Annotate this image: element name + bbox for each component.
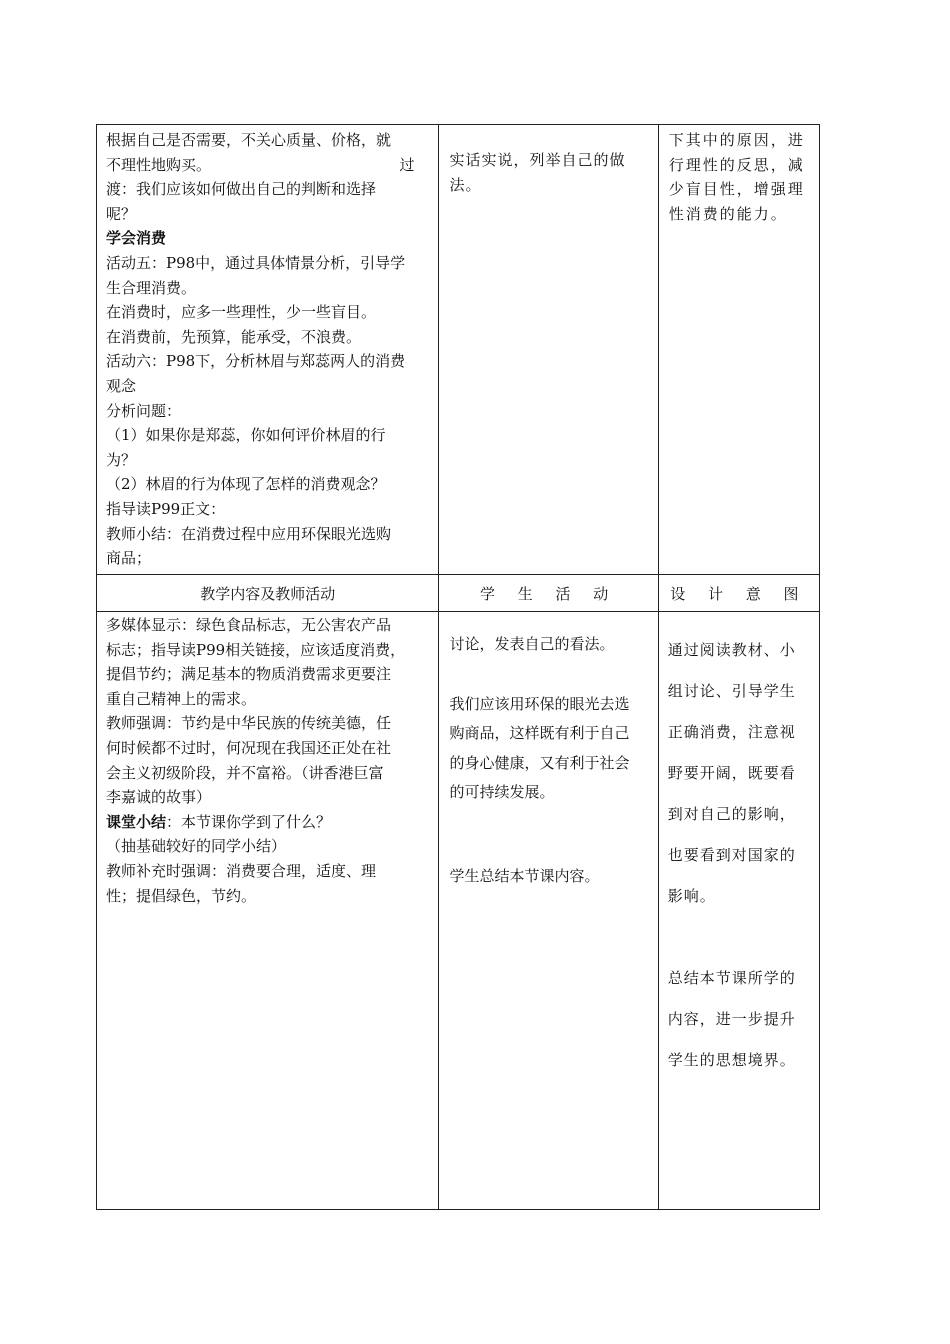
text-line-content: 分析问题： [106,401,182,420]
text-line [106,472,430,497]
text-line [106,546,430,571]
text-line: 的可持续发展。 [449,783,555,801]
text-line-content: （抽基础较好的同学小结） [106,837,287,856]
text-line: 也要看到对国家的 [667,846,796,864]
spacer [449,808,651,862]
text-line: 的身心健康，又有利于社会 [449,753,630,772]
text-line-content: 渡：我们应该如何做出自己的判断和选择 [106,180,377,199]
text-line [106,399,430,424]
section-heading [106,226,430,251]
text-line-content: 何时候都不过时，何况现在我国还正处在社 [106,738,392,757]
text-line [106,202,430,227]
text-line-content: 为？ [106,450,137,469]
text-line: 组讨论、引导学生 [667,682,796,700]
text-line-content: 活动六：P98下，分析林眉与郑蕊两人的消费 [106,352,406,371]
text-line-content: 提倡节约；满足基本的物质消费需求更要注 [106,665,392,684]
text-line [106,613,430,638]
text-line: 下其中的原因，进 [668,131,805,149]
text-line-content: 会主义初级阶段，并不富裕。（讲香港巨富 [106,763,384,782]
summary-line [106,810,430,835]
teacher-activity-cell [97,125,439,575]
text-line [106,177,430,202]
text-line: 正确消费，注意视 [667,723,796,741]
text-line [106,128,430,153]
text-line [106,251,430,276]
table-row [97,125,820,575]
text-line [106,349,430,374]
design-intent-cell [658,612,819,1210]
text-line-content: 教师小结：在消费过程中应用环保眼光选购 [106,524,392,543]
text-line [106,423,430,448]
text-line: 内容，进一步提升 [667,1010,796,1028]
text-line: 影响。 [667,887,716,905]
text-line-content: 商品； [106,549,152,568]
text-line [106,638,430,663]
text-line-content: 学会消费 [106,229,167,248]
text-line-content: 教师补充时强调：消费要合理，适度、理 [106,861,377,880]
design-intent-cell [658,125,819,575]
table-row [97,612,820,1210]
table-header-row [97,575,820,612]
header-design-intent: 设 计 意 图 [658,575,819,612]
text-line: 到对自己的影响， [667,805,796,823]
student-activity-cell [439,125,658,575]
lesson-plan-table [96,124,820,1210]
text-line: 我们应该用环保的眼光去选 [449,694,630,713]
text-line [106,711,430,736]
text-line [106,687,430,712]
text-line-content: 在消费时，应多一些理性，少一些盲目。 [106,303,377,322]
text-line: 法。 [449,175,482,194]
text-line: 野要开阔，既要看 [667,764,796,782]
text-line-content: 多媒体显示：绿色食品标志，无公害农产品 [106,616,392,634]
header-student-activity: 学 生 活 动 [439,575,658,612]
text-line [106,884,430,909]
text-line [106,662,430,687]
text-line-content: 生合理消费。 [106,278,197,297]
text-line [106,761,430,786]
text-line [106,497,430,522]
text-line: 通过阅读教材、小 [667,641,796,659]
text-line-content: 观念 [106,376,137,395]
text-line-content: ：本节课你学到了什么？ [166,812,332,831]
text-line [106,448,430,473]
text-line-content: 在消费前，先预算，能承受，不浪费。 [106,327,362,346]
summary-heading: 课堂小结 [106,812,167,831]
text-line: 总结本节课所学的 [667,969,796,987]
text-line [106,300,430,325]
text-line [106,522,430,547]
text-line-content: 性；提倡绿色，节约。 [106,886,257,905]
text-line-content: 指导读P99正文： [106,499,226,518]
text-line: 学生总结本节课内容。 [449,866,600,885]
text-line-content: 根据自己是否需要，不关心质量、价格，就 [106,131,392,149]
text-line-content: 标志；指导读P99相关链接，应该适度消费， [106,640,406,659]
text-line: 讨论，发表自己的看法。 [449,635,615,653]
text-line-content: （1）如果你是郑蕊，你如何评价林眉的行 [106,426,386,445]
header-teaching-content: 教学内容及教师活动 [97,575,439,612]
text-line [106,859,430,884]
text-line: 性消费的能力。 [668,204,788,223]
text-line: 行理性的反思，减 [668,155,805,174]
text-line [106,325,430,350]
text-line [106,785,430,810]
spacer [668,917,813,958]
text-line: 学生的思想境界。 [667,1051,796,1069]
text-line-content: 重自己精神上的需求。 [106,689,257,708]
text-line-suffix: 过 [399,155,415,174]
text-line [106,374,430,399]
text-line-content: （2）林眉的行为体现了怎样的消费观念？ [106,475,386,494]
text-line-content: 不理性地购买。 [106,155,212,174]
text-line-content: 李嘉诚的故事） [106,788,212,807]
text-line: 购商品，这样既有利于自己 [449,724,630,742]
text-line: 实话实说，列举自己的做 [449,151,626,169]
text-line [106,276,430,301]
text-line-content: 活动五：P98中，通过具体情景分析，引导学 [106,253,406,272]
teacher-activity-cell [97,612,439,1210]
spacer [449,660,651,690]
text-line: 少盲目性，增强理 [668,180,805,199]
text-line [106,153,430,178]
text-line-content: 呢？ [106,204,137,223]
text-line [106,736,430,761]
text-line-content: 教师强调：节约是中华民族的传统美德，任 [106,714,392,733]
student-activity-cell [439,612,658,1210]
text-line [106,834,430,859]
